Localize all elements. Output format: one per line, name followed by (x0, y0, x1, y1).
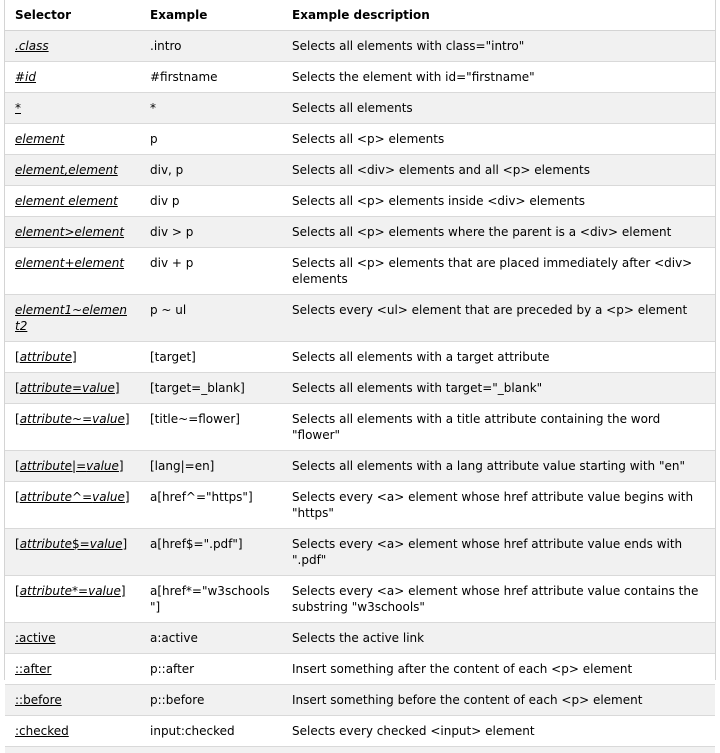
description-cell: Selects all elements with a target attribute (282, 342, 715, 373)
selector-link[interactable] (15, 490, 130, 504)
table-row (5, 217, 715, 248)
selector-part: #id (15, 70, 37, 84)
selector-cell (5, 451, 140, 482)
description-cell: Selects all <p> elements that are placed immediately after <div> elements (282, 248, 715, 295)
description-cell: Selects every <a> element whose href attribute value contains the substring "w3schools" (282, 576, 715, 623)
table-row (5, 31, 715, 62)
selector-cell (5, 31, 140, 62)
description-cell: Selects all <div> elements and all <p> elements (282, 155, 715, 186)
table-row (5, 529, 715, 576)
selector-part: :active (15, 631, 56, 645)
table-row (5, 716, 715, 747)
table-row (5, 685, 715, 716)
selector-link[interactable] (15, 724, 69, 738)
selector-cell (5, 248, 140, 295)
selector-part: .class (15, 39, 49, 53)
example-cell: p (140, 124, 282, 155)
selector-part: ] (118, 459, 124, 473)
selector-part: element>element (15, 225, 125, 239)
selector-cell (5, 716, 140, 747)
selector-link[interactable] (15, 350, 77, 364)
selector-part: [ (15, 350, 20, 364)
table-row (5, 373, 715, 404)
selector-link[interactable] (15, 132, 64, 146)
description-cell: Selects every <a> element whose href attribute value begins with "https" (282, 482, 715, 529)
table-row (5, 576, 715, 623)
selector-part: ~= (72, 412, 93, 426)
selector-part: [ (15, 490, 20, 504)
example-cell: p::after (140, 654, 282, 685)
selector-link[interactable] (15, 225, 124, 239)
selector-part: attribute (19, 350, 73, 364)
selector-cell (5, 482, 140, 529)
selector-link[interactable] (15, 70, 36, 84)
selector-link[interactable] (15, 101, 21, 115)
table-row (5, 404, 715, 451)
example-cell: a[href*="w3schools"] (140, 576, 282, 623)
selector-part: [ (15, 459, 20, 473)
selector-cell (5, 217, 140, 248)
example-cell: div, p (140, 155, 282, 186)
example-cell: [title~=flower] (140, 404, 282, 451)
selector-part: ] (114, 381, 120, 395)
example-cell: div + p (140, 248, 282, 295)
selector-part: * (15, 101, 21, 115)
selector-cell (5, 124, 140, 155)
description-cell: Selects all <p> elements where the parent is a <div> element (282, 217, 715, 248)
example-cell: a[href^="https"] (140, 482, 282, 529)
description-cell: Selects every <ul> element that are preceded by a <p> element (282, 295, 715, 342)
selector-part: attribute (19, 381, 73, 395)
selector-link[interactable] (15, 256, 124, 270)
selector-cell (5, 576, 140, 623)
selector-part: ] (72, 350, 77, 364)
selector-part: [ (15, 584, 20, 598)
table-row (5, 155, 715, 186)
selector-part: attribute (19, 412, 73, 426)
selector-part: ] (124, 412, 130, 426)
example-cell: [lang|=en] (140, 451, 282, 482)
description-cell: Selects all elements with a lang attribute value starting with "en" (282, 451, 715, 482)
table-row (5, 124, 715, 155)
selector-part: ] (122, 537, 128, 551)
table-body (5, 31, 715, 747)
selector-part: element+element (15, 256, 125, 270)
selector-cell (5, 93, 140, 124)
selector-cell (5, 529, 140, 576)
header-example: Example (140, 0, 282, 31)
selector-link[interactable] (15, 662, 51, 676)
selector-part: ::before (15, 693, 62, 707)
selector-part: |= (72, 459, 87, 473)
example-cell: div p (140, 186, 282, 217)
example-cell: div > p (140, 217, 282, 248)
description-cell: Insert something before the content of each <p> element (282, 685, 715, 716)
example-cell: a[href$=".pdf"] (140, 529, 282, 576)
selector-link[interactable] (15, 631, 56, 645)
table-row (5, 93, 715, 124)
selector-link[interactable] (15, 412, 130, 426)
selector-part: attribute (19, 537, 73, 551)
header-selector: Selector (5, 0, 140, 31)
selector-part: value (88, 584, 121, 598)
table-row (5, 62, 715, 93)
selector-part: value (92, 490, 125, 504)
description-cell: Selects every <a> element whose href attribute value ends with ".pdf" (282, 529, 715, 576)
description-cell: Selects all elements (282, 93, 715, 124)
table-row (5, 654, 715, 685)
selector-part: ] (120, 584, 126, 598)
selector-part: $= (72, 537, 90, 551)
selector-cell (5, 685, 140, 716)
selector-link[interactable] (15, 459, 124, 473)
selector-part: element (15, 132, 65, 146)
selector-reference-frame (4, 0, 716, 738)
selector-cell (5, 404, 140, 451)
selector-part: *= (72, 584, 89, 598)
selector-link[interactable] (15, 584, 126, 598)
example-cell: p ~ ul (140, 295, 282, 342)
description-cell: Selects the element with id="firstname" (282, 62, 715, 93)
table-row (5, 248, 715, 295)
description-cell: Selects all elements with a title attribute containing the word "flower" (282, 404, 715, 451)
selector-cell (5, 373, 140, 404)
header-description: Example description (282, 0, 715, 31)
selector-part: element,element (15, 163, 118, 177)
selector-cell (5, 186, 140, 217)
example-cell: p::before (140, 685, 282, 716)
table-continuation (5, 747, 715, 753)
table-row (5, 451, 715, 482)
example-cell: #firstname (140, 62, 282, 93)
selector-part: [ (15, 537, 20, 551)
selector-link[interactable] (15, 381, 120, 395)
selector-link[interactable] (15, 693, 62, 707)
description-cell: Insert something after the content of each <p> element (282, 654, 715, 685)
selector-link[interactable] (15, 194, 118, 208)
selector-part: value (86, 459, 119, 473)
description-cell: Selects all <p> elements inside <div> elements (282, 186, 715, 217)
css-selector-table (5, 0, 715, 747)
table-row (5, 482, 715, 529)
selector-link[interactable] (15, 537, 127, 551)
example-cell: .intro (140, 31, 282, 62)
description-cell: Selects the active link (282, 623, 715, 654)
selector-link[interactable] (15, 303, 127, 333)
selector-part: [ (15, 381, 20, 395)
description-cell: Selects every checked <input> element (282, 716, 715, 747)
table-row (5, 295, 715, 342)
example-cell: * (140, 93, 282, 124)
selector-part: [ (15, 412, 20, 426)
selector-part: value (92, 412, 125, 426)
selector-cell (5, 654, 140, 685)
selector-cell (5, 623, 140, 654)
selector-part: element element (15, 194, 118, 208)
selector-cell (5, 62, 140, 93)
selector-part: ] (124, 490, 130, 504)
example-cell: a:active (140, 623, 282, 654)
selector-link[interactable] (15, 163, 118, 177)
selector-cell (5, 155, 140, 186)
selector-part: = (72, 381, 83, 395)
selector-link[interactable] (15, 39, 49, 53)
selector-part: :checked (15, 724, 69, 738)
table-header-row (5, 0, 715, 31)
selector-part: ^= (72, 490, 93, 504)
selector-part: element1~element2 (15, 303, 127, 333)
example-cell: input:checked (140, 716, 282, 747)
selector-part: value (82, 381, 115, 395)
selector-part: value (89, 537, 123, 551)
selector-part: ::after (15, 662, 52, 676)
description-cell: Selects all <p> elements (282, 124, 715, 155)
example-cell: [target=_blank] (140, 373, 282, 404)
selector-part: attribute (19, 490, 73, 504)
description-cell: Selects all elements with target="_blank" (282, 373, 715, 404)
selector-cell (5, 342, 140, 373)
table-row (5, 623, 715, 654)
table-row (5, 186, 715, 217)
table-row (5, 342, 715, 373)
selector-part: attribute (19, 584, 73, 598)
example-cell: [target] (140, 342, 282, 373)
description-cell: Selects all elements with class="intro" (282, 31, 715, 62)
selector-part: attribute (19, 459, 73, 473)
selector-cell (5, 295, 140, 342)
